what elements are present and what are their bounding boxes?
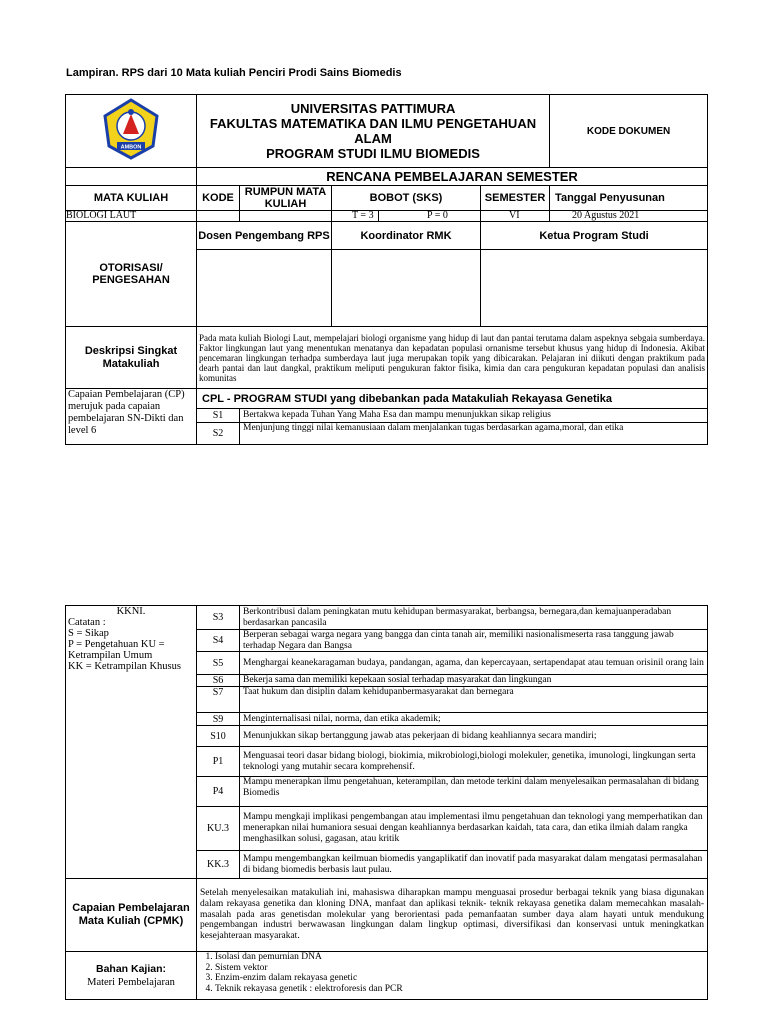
cp-label: Capaian Pembelajaran (CP) merujuk pada capaian pembelajaran SN-Dikti dan level 6 — [66, 389, 197, 445]
bobot-teori-value: T = 3 — [332, 211, 379, 222]
kkni-text-s4: Berperan sebagai warga negara yang bangga dan cinta tanah air, memiliki nasionalismeserta rasa tanggung jawab terhadap Negara dan Bangsa — [240, 630, 708, 652]
kkni-note-0: Catatan : — [68, 617, 106, 628]
kkni-text-p4: Mampu menerapkan ilmu pengetahuan, keterampilan, dan metode terkini dalam menyelesaikan permasalahan di bidang Biomedis — [240, 777, 708, 807]
bahan-kajian-list-cell — [197, 952, 708, 1000]
kkni-code-p1: P1 — [197, 747, 240, 777]
kkni-text-s9: Menginternalisasi nilai, norma, dan etika akademik; — [240, 713, 708, 726]
kkni-text-kk3: Mampu mengembangkan keilmuan biomedis yangaplikatif dan inovatif pada masyarakat dalam mengatasi permasalahan di bidang biomedis berbasis laut pulau. — [240, 851, 708, 879]
kkni-note-1: S = Sikap — [68, 628, 109, 639]
col-header-tanggal: Tanggal Penyusunan — [550, 186, 708, 211]
col-header-rumpun: RUMPUN MATA KULIAH — [240, 186, 332, 211]
rps-header-table — [65, 94, 708, 445]
list-item: 4. Teknik rekayasa genetik : elektroforesis dan PCR — [215, 984, 707, 995]
list-item: 3. Enzim-enzim dalam rekayasa genetic — [215, 973, 707, 984]
document-title: RENCANA PEMBELAJARAN SEMESTER — [197, 168, 708, 186]
bobot-praktik-value: P = 0 — [379, 211, 481, 222]
logo-label: AMBON — [120, 144, 142, 150]
col-header-bobot: BOBOT (SKS) — [332, 186, 481, 211]
bahan-kajian-label: Bahan Kajian: — [95, 962, 166, 975]
kkni-code-s4: S4 — [197, 630, 240, 652]
cpl-code-s2: S2 — [197, 423, 240, 445]
cpl-text-s1: Bertakwa kepada Tuhan Yang Maha Esa dan mampu menunjukkan sikap religius — [240, 409, 708, 423]
kkni-note-3: KK = Ketrampilan Khusus — [68, 661, 181, 672]
kode-value — [197, 211, 240, 222]
rumpun-value — [240, 211, 332, 222]
cpmk-label: Capaian Pembelajaran Mata Kuliah (CPMK) — [66, 879, 197, 952]
mata-kuliah-value: BIOLOGI LAUT — [66, 211, 197, 222]
university-name: UNIVERSITAS PATTIMURA — [290, 101, 456, 116]
kkni-text-s6: Bekerja sama dan memiliki kepekaan sosial terhadap masyarakat dan lingkungan — [240, 675, 708, 687]
bahan-kajian-list — [197, 952, 707, 994]
faculty-name: FAKULTAS MATEMATIKA DAN ILMU PENGETAHUAN ALAM — [209, 116, 537, 146]
kkni-notes-cell — [66, 606, 197, 879]
rps-detail-table — [65, 605, 708, 1000]
university-logo-cell — [66, 95, 197, 168]
kkni-text-ku3: Mampu mengkaji implikasi pengembangan atau implementasi ilmu pengetahuan dan teknologi yang memperhatikan dan menerapkan nilai humaniora sesuai dengan keahliannya berdasarkan kaidah, tata cara, dan etika ilmiah dalam rangka menghasilkan solusi, gagasan, atau kritik — [240, 807, 708, 851]
kkni-text-p1: Menguasai teori dasar bidang biologi, biokimia, mikrobiologi,biologi molekuler, genetika, imunologi, lingkungan serta teknologi yang mutahir secara komprehensif. — [240, 747, 708, 777]
deskripsi-text: Pada mata kuliah Biologi Laut, mempelajari biologi organisme yang hidup di laut dan pantai terutama dalam aspeknya sebgaia sumberdaya. Faktor lingkungan laut yang menentukan menatanya dan kepadatan populasi ornanisme tersebut khusus yang hidup di Indonesia. Akibat pencemaran lingkungan terhadpa sumberdaya laut juga merupakan topik yang dibicarakan. Pelajaran ini diikuti dengan praktikum pada dearh pantai dan laut dangkal, praktikum meliputi pengukuran faktor fisika, kimia dan cara pengukuran kepadatan populasi dan analisis komunitas — [197, 327, 708, 389]
col-header-kode: KODE — [197, 186, 240, 211]
dosen-signature-box — [197, 250, 332, 327]
institution-heading — [197, 95, 550, 168]
cpl-text-s2: Menjunjung tinggi nilai kemanusiaan dalam menjalankan tugas berdasarkan agama,moral, dan etika — [240, 423, 708, 445]
ketua-signature-box — [481, 250, 708, 327]
semester-value: VI — [481, 211, 550, 222]
deskripsi-label: Deskripsi Singkat Matakuliah — [66, 327, 197, 389]
kkni-text-s10: Menunjukkan sikap bertanggung jawab atas pekerjaan di bidang keahliannya secara mandiri; — [240, 726, 708, 747]
koordinator-label: Koordinator RMK — [332, 222, 481, 250]
kkni-code-s6: S6 — [197, 675, 240, 687]
kkni-text-s3: Berkontribusi dalam peningkatan mutu kehidupan bermasyarakat, berbangsa, bernegara,dan kemajuanperadaban berdasarkan pancasila — [240, 606, 708, 630]
university-logo-icon — [101, 98, 161, 160]
bahan-kajian-cell — [66, 952, 197, 1000]
document-code-label: KODE DOKUMEN — [550, 95, 708, 168]
page-caption: Lampiran. RPS dari 10 Mata kuliah Penciri Prodi Sains Biomedis — [66, 67, 402, 79]
otorisasi-label: OTORISASI/ PENGESAHAN — [66, 222, 197, 327]
kkni-code-s10: S10 — [197, 726, 240, 747]
kkni-code-ku3: KU.3 — [197, 807, 240, 851]
list-item: 2. Sistem vektor — [215, 963, 707, 974]
koordinator-signature-box — [332, 250, 481, 327]
ketua-prodi-label: Ketua Program Studi — [481, 222, 708, 250]
kkni-code-s3: S3 — [197, 606, 240, 630]
list-item: 1. Isolasi dan pemurnian DNA — [215, 952, 707, 963]
kkni-text-s7: Taat hukum dan disiplin dalam kehidupanbermasyarakat dan bernegara — [240, 687, 708, 713]
kkni-code-s9: S9 — [197, 713, 240, 726]
tanggal-value: 20 Agustus 2021 — [550, 211, 708, 222]
kkni-note-2: P = Pengetahuan KU = Ketrampilan Umum — [68, 639, 165, 661]
kkni-code-s5: S5 — [197, 652, 240, 675]
bahan-kajian-sublabel: Materi Pembelajaran — [87, 976, 175, 988]
program-name: PROGRAM STUDI ILMU BIOMEDIS — [266, 146, 480, 161]
col-header-mata-kuliah: MATA KULIAH — [66, 186, 197, 211]
kkni-text-s5: Menghargai keanekaragaman budaya, pandangan, agama, dan kepercayaan, sertapendapat atau temuan orisinil orang lain — [240, 652, 708, 675]
kkni-code-kk3: KK.3 — [197, 851, 240, 879]
kkni-code-p4: P4 — [197, 777, 240, 807]
col-header-semester: SEMESTER — [481, 186, 550, 211]
cpmk-text: Setelah menyelesaikan matakuliah ini, mahasiswa diharapkan mampu menguasai prosedur berbagai teknik yang biasa digunakan dalam rekayasa genetika dan kloning DNA, manfaat dan aplikasi teknik- teknik rekayasa genetika dalam memecahkan masalah-masalah pada aras genetisdan molekular yang berorientasi pada pemanfaatan sumber daya alam hayati untuk mendukung pengembangan industri berwawasan lingkungan dalam lingkup optimasi, diversifikasi dan konservasi untuk meningkatkan kesejahteraan masyarakat. — [197, 879, 708, 952]
kkni-title: KKNI. — [116, 606, 146, 617]
cpl-code-s1: S1 — [197, 409, 240, 423]
dosen-pengembang-label: Dosen Pengembang RPS — [197, 222, 332, 250]
cpl-title: CPL - PROGRAM STUDI yang dibebankan pada Matakuliah Rekayasa Genetika — [197, 389, 708, 409]
kkni-code-s7: S7 — [197, 687, 240, 713]
